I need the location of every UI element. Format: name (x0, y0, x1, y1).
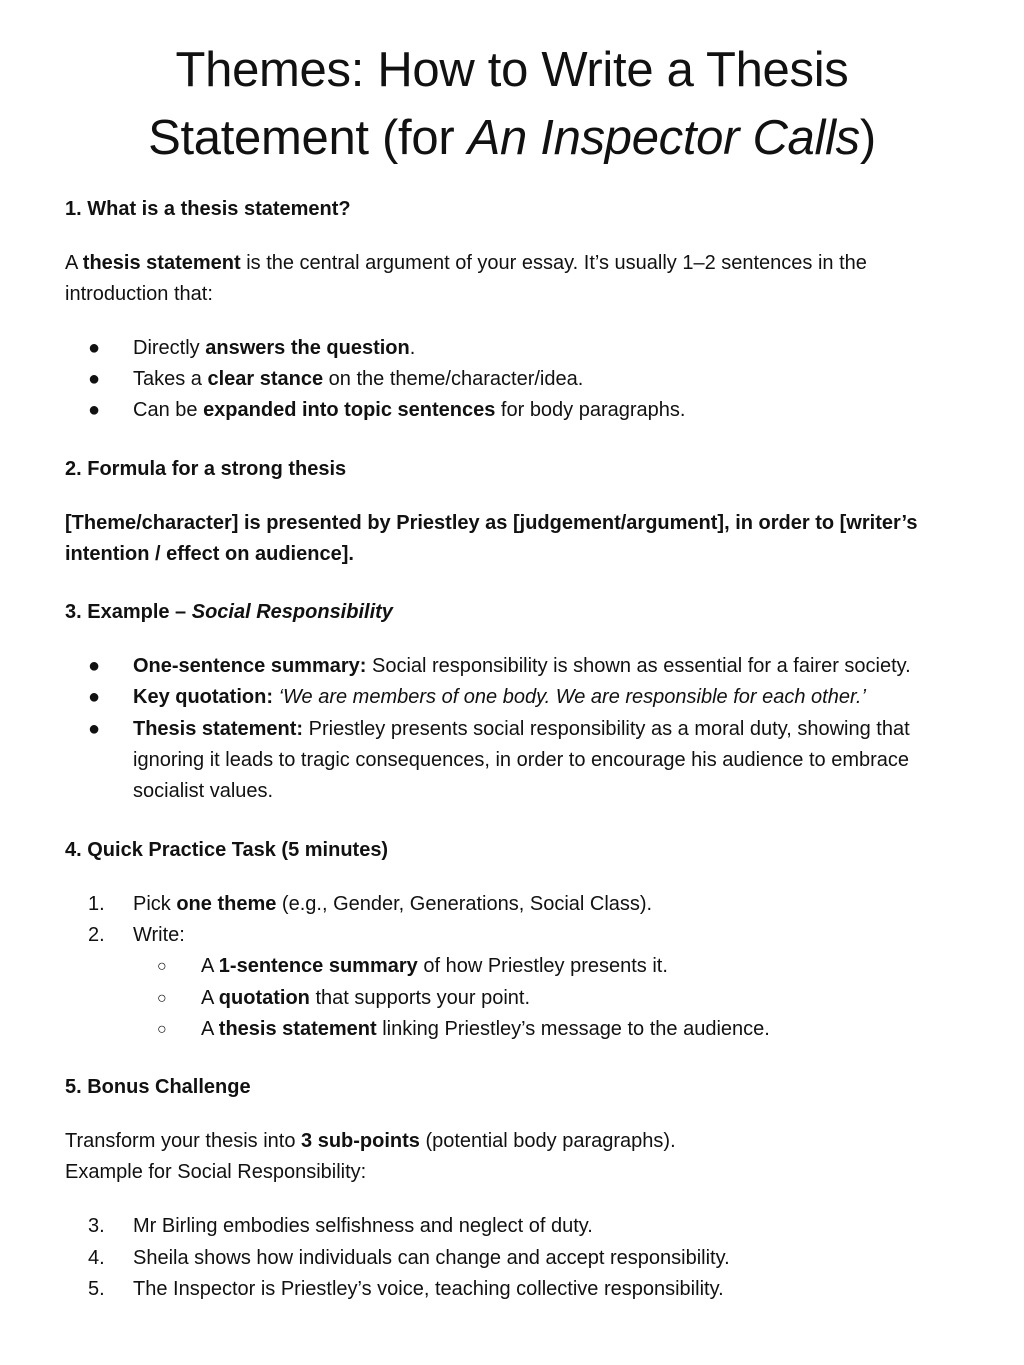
title-line2-pre: Statement (for (148, 111, 468, 165)
section5-heading: 5. Bonus Challenge (65, 1076, 251, 1098)
list-item: Write: (133, 924, 185, 946)
circle-bullet-icon: ○ (157, 958, 167, 975)
bullet-icon: ● (88, 686, 101, 708)
bullet-icon: ● (88, 337, 101, 359)
list-item: Key quotation: ‘We are members of one body. We are responsible for each other.’ (133, 686, 866, 708)
title-line1: Themes: How to Write a Thesis (175, 43, 849, 97)
list-item: Pick one theme (e.g., Gender, Generations, Social Class). (133, 893, 653, 915)
list-item-continuation: ignoring it leads to tragic consequences, in order to encourage his audience to embrace (133, 749, 910, 771)
bullet-icon: ● (88, 399, 101, 421)
page-title (40, 36, 984, 172)
bullet-icon: ● (88, 368, 101, 390)
section3-heading: 3. Example – Social Responsibility (65, 601, 393, 623)
section1-intro-line1: A thesis statement is the central argument of your essay. It’s usually 1–2 sentences in the (65, 252, 867, 274)
list-number: 5. (88, 1278, 105, 1300)
list-number: 1. (88, 893, 105, 915)
title-play-name: An Inspector Calls (467, 111, 860, 165)
list-item: Mr Birling embodies selfishness and neglect of duty. (133, 1215, 593, 1237)
section4-heading: 4. Quick Practice Task (5 minutes) (65, 839, 389, 861)
circle-bullet-icon: ○ (157, 990, 167, 1007)
list-item: Can be expanded into topic sentences for body paragraphs. (133, 399, 686, 421)
list-item: Sheila shows how individuals can change and accept responsibility. (133, 1247, 730, 1269)
list-item: Takes a clear stance on the theme/character/idea. (133, 368, 584, 390)
list-item: Thesis statement: Priestley presents social responsibility as a moral duty, showing that (133, 718, 910, 740)
section2-heading: 2. Formula for a strong thesis (65, 458, 347, 480)
list-number: 2. (88, 924, 105, 946)
section5-example-line: Example for Social Responsibility: (65, 1161, 367, 1183)
bullet-icon: ● (88, 655, 101, 677)
list-item-continuation: socialist values. (133, 780, 274, 802)
sub-list-item: A quotation that supports your point. (201, 987, 531, 1009)
list-item: The Inspector is Priestley’s voice, teaching collective responsibility. (133, 1278, 724, 1300)
sub-list-item: A thesis statement linking Priestley’s message to the audience. (201, 1018, 770, 1040)
title-line2-post: ) (859, 111, 876, 165)
list-item: One-sentence summary: Social responsibility is shown as essential for a fairer society. (133, 655, 911, 677)
list-number: 4. (88, 1247, 105, 1269)
formula-line1: [Theme/character] is presented by Priestley as [judgement/argument], in order to [writer’s (65, 512, 918, 534)
section1-intro-line2: introduction that: (65, 283, 213, 305)
circle-bullet-icon: ○ (157, 1021, 167, 1038)
list-number: 3. (88, 1215, 105, 1237)
bullet-icon: ● (88, 718, 101, 740)
section1-heading: 1. What is a thesis statement? (65, 198, 351, 220)
formula-line2: intention / effect on audience]. (65, 543, 354, 565)
section5-intro: Transform your thesis into 3 sub-points (potential body paragraphs). (65, 1130, 676, 1152)
sub-list-item: A 1-sentence summary of how Priestley presents it. (201, 955, 668, 977)
list-item: Directly answers the question. (133, 337, 416, 359)
